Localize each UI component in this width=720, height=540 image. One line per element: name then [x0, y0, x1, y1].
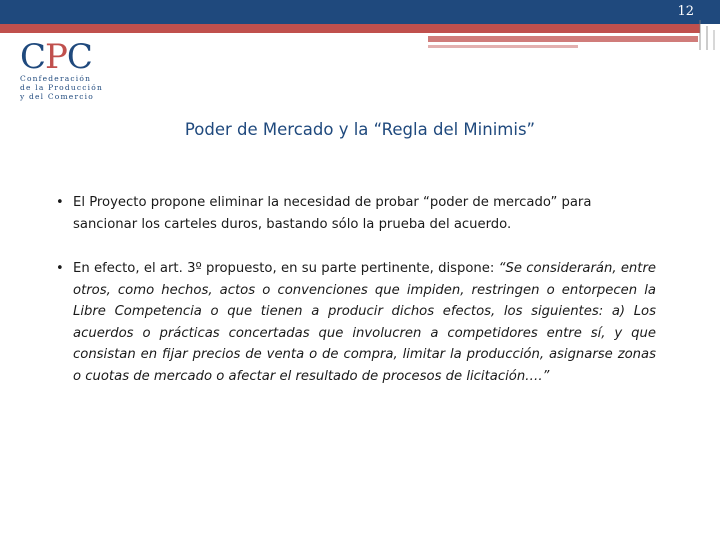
bullet-icon: •	[56, 195, 64, 210]
logo-mark	[20, 37, 120, 77]
cpc-logo	[20, 37, 120, 104]
bullet-icon: •	[56, 261, 64, 276]
logo-text-line: de la Producción	[20, 83, 104, 92]
logo-letter-p: P	[45, 37, 67, 77]
header-band	[0, 0, 720, 24]
bullet-item	[56, 192, 656, 235]
logo-letter-c: C	[66, 37, 92, 77]
logo-text-line: y del Comercio	[20, 92, 94, 101]
accent-stripe-thin	[428, 45, 578, 48]
bullet-quote: “Se considerarán, entre otros, como hechos, actos o convenciones que impiden, restringen o entorpecen la Libre Competencia o que tienen a producir dichos efectos, los siguientes: a) Los acuerdos o prácticas concertadas que involucren a competidores entre sí, y que consistan en fijar precios de venta o de compra, limitar la producción, asignarse zonas o cuotas de mercado o afectar el resultado de procesos de licitación….”	[73, 261, 656, 384]
bullet-list	[56, 192, 656, 387]
accent-stripe	[428, 36, 698, 42]
accent-band	[0, 24, 700, 33]
slide-title: Poder de Mercado y la “Regla del Minimis”	[184, 120, 536, 139]
bullet-text: El Proyecto propone eliminar la necesidad de probar “poder de mercado” para sancionar los carteles duros, bastando sólo la prueba del acuerdo.	[73, 195, 592, 232]
bullet-item	[56, 258, 656, 387]
bullet-text: En efecto, el art. 3º propuesto, en su parte pertinente, dispone:	[73, 261, 499, 276]
logo-text-line: Confederación	[20, 74, 92, 83]
logo-letter-c: C	[20, 37, 46, 77]
slide-number: 12	[677, 4, 694, 19]
corner-decoration	[698, 20, 720, 50]
